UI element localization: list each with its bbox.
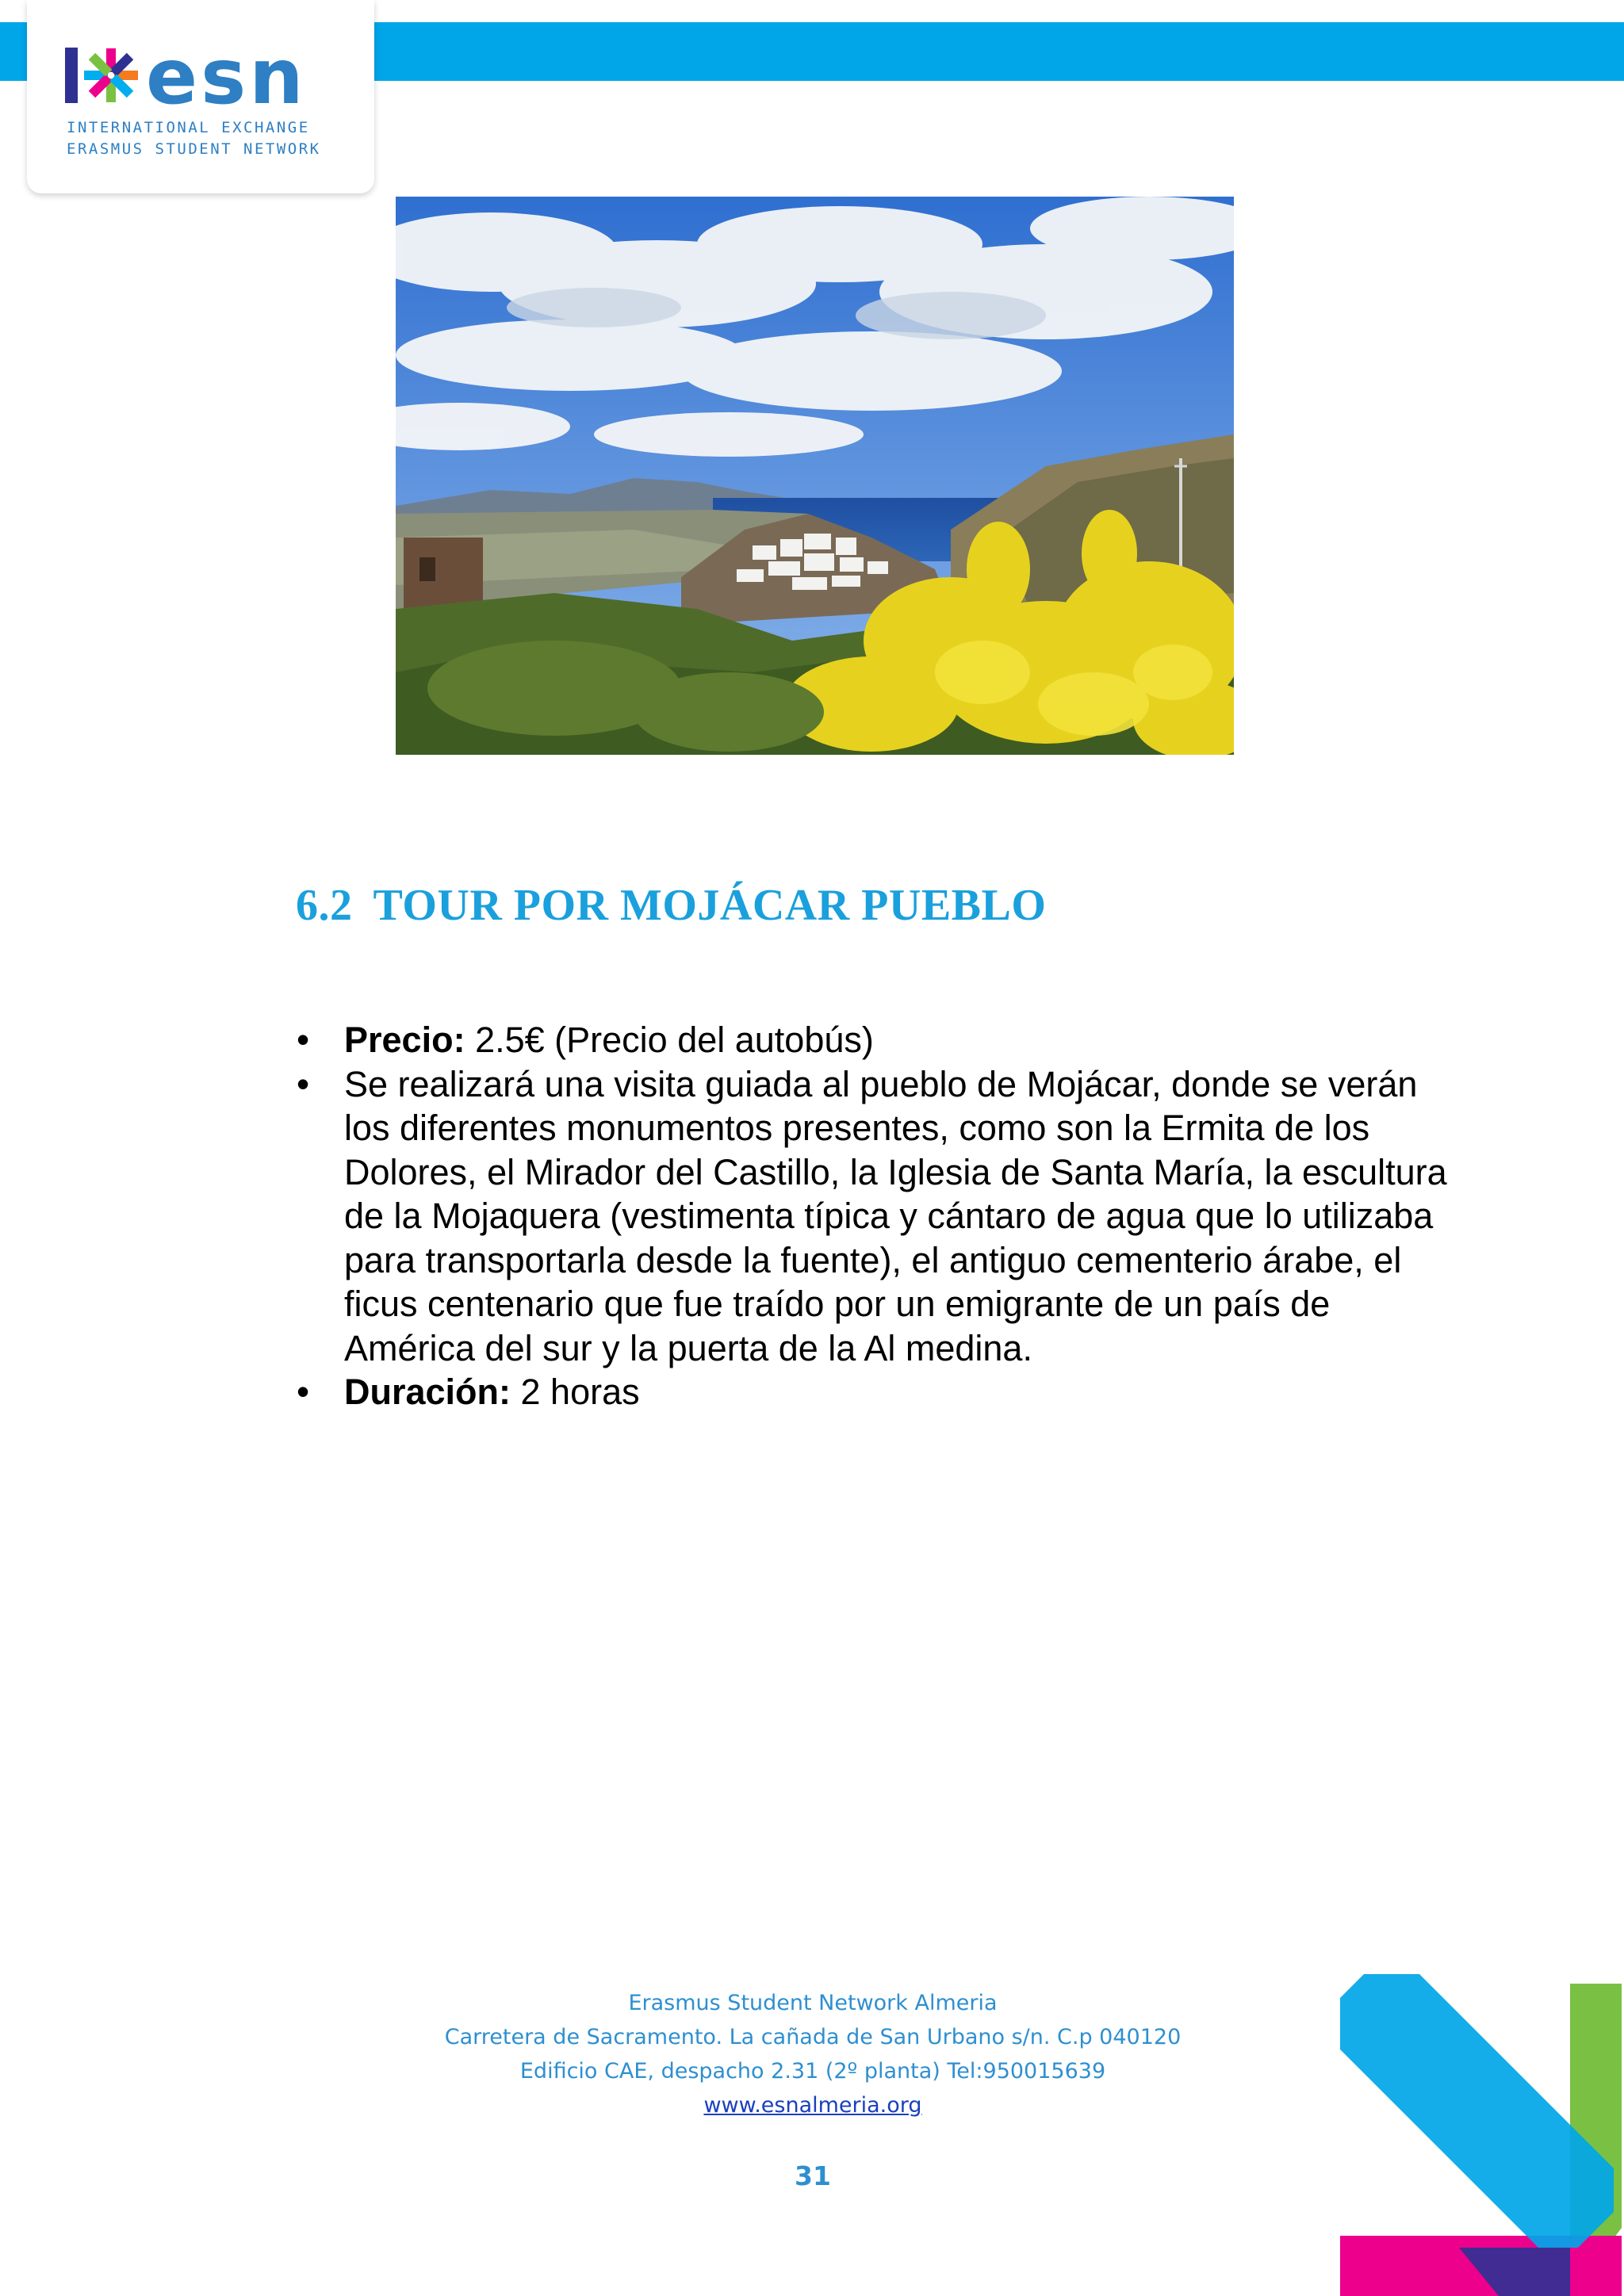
details-list — [297, 1018, 1454, 1414]
description-text: Se realizará una visita guiada al pueblo de Mojácar, donde se verán los diferentes monumentos presentes, como son la Ermita de los Dolores, el Mirador del Castillo, la Iglesia de Santa María, la escultura de la Mojaquera (vestimenta típica y cántaro de agua que lo utilizaba para transportarla desde la fuente), el antiguo cementerio árabe, el ficus centenario que fue traído por un emigrante de un país de América del sur y la puerta de la Al medina. — [344, 1063, 1447, 1368]
footer-office: Edificio CAE, despacho 2.31 (2º planta) Tel:950015639 — [519, 2059, 1106, 2084]
price-label: Precio: — [344, 1020, 465, 1060]
landscape-photo-icon — [396, 197, 1234, 755]
logo-wordmark: esn — [146, 40, 307, 111]
footer — [301, 1986, 1324, 2122]
footer-org-name: Erasmus Student Network Almeria — [628, 1991, 998, 2015]
footer-address: Carretera de Sacramento. La cañada de San Urbano s/n. C.p 040120 — [444, 2025, 1182, 2049]
page-number: 31 — [795, 2160, 831, 2191]
section-number: 6.2 — [296, 881, 353, 930]
logo-tagline-2: ERASMUS STUDENT NETWORK — [67, 140, 321, 158]
section-title-text: TOUR POR MOJÁCAR PUEBLO — [373, 881, 1047, 930]
logo-tagline-1: INTERNATIONAL EXCHANGE — [67, 119, 310, 136]
footer-website-link[interactable]: www.esnalmeria.org — [703, 2093, 922, 2118]
esn-logo-mark-icon — [65, 40, 366, 111]
section-title — [296, 880, 1046, 931]
duration-value: 2 horas — [511, 1372, 640, 1412]
list-item-price — [297, 1018, 1454, 1062]
corner-decoration-icon — [1340, 1974, 1624, 2296]
price-value: 2.5€ (Precio del autobús) — [465, 1020, 874, 1060]
list-item-duration — [297, 1370, 1454, 1414]
duration-label: Duración: — [344, 1372, 511, 1412]
list-item-description — [297, 1062, 1454, 1371]
hero-photo — [396, 197, 1234, 755]
esn-logo[interactable] — [27, 0, 374, 193]
